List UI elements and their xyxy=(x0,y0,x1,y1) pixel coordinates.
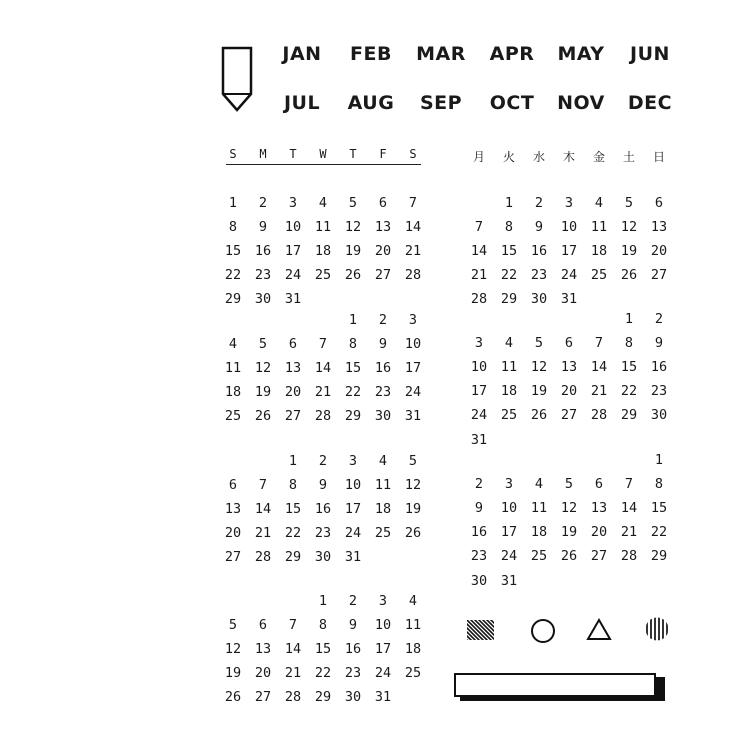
day-number: 1 xyxy=(624,311,634,327)
day-number: 8 xyxy=(318,617,328,633)
weekday-label: F xyxy=(379,147,387,161)
day-number: 15 xyxy=(224,243,242,259)
day-number: 26 xyxy=(344,267,362,283)
day-number: 29 xyxy=(314,689,332,705)
month-label: MAR xyxy=(416,43,466,65)
day-number: 27 xyxy=(590,548,608,564)
day-number: 3 xyxy=(474,335,484,351)
day-number: 18 xyxy=(404,641,422,657)
day-number: 12 xyxy=(404,477,422,493)
day-number: 12 xyxy=(344,219,362,235)
day-number: 7 xyxy=(624,476,634,492)
day-number: 11 xyxy=(314,219,332,235)
day-number: 25 xyxy=(500,407,518,423)
day-number: 19 xyxy=(224,665,242,681)
day-number: 3 xyxy=(378,593,388,609)
day-number: 27 xyxy=(560,407,578,423)
day-number: 9 xyxy=(534,219,544,235)
weekday-label: 木 xyxy=(562,150,576,164)
day-number: 14 xyxy=(254,501,272,517)
day-number: 4 xyxy=(504,335,514,351)
day-number: 3 xyxy=(288,195,298,211)
day-number: 31 xyxy=(470,432,488,448)
day-number: 19 xyxy=(560,524,578,540)
day-number: 23 xyxy=(374,384,392,400)
day-number: 1 xyxy=(228,195,238,211)
day-number: 15 xyxy=(314,641,332,657)
day-number: 8 xyxy=(504,219,514,235)
month-label: APR xyxy=(489,43,535,65)
day-number: 25 xyxy=(404,665,422,681)
day-number: 3 xyxy=(408,312,418,328)
day-number: 25 xyxy=(590,267,608,283)
day-number: 2 xyxy=(318,453,328,469)
weekday-label: S xyxy=(229,147,237,161)
hatched-square-icon xyxy=(466,619,495,641)
day-number: 16 xyxy=(650,359,668,375)
day-number: 31 xyxy=(500,573,518,589)
day-number: 8 xyxy=(624,335,634,351)
day-number: 12 xyxy=(620,219,638,235)
day-number: 19 xyxy=(344,243,362,259)
day-number: 15 xyxy=(650,500,668,516)
month-label: JAN xyxy=(282,43,322,65)
day-number: 16 xyxy=(374,360,392,376)
day-number: 5 xyxy=(228,617,238,633)
day-number: 10 xyxy=(404,336,422,352)
month-label: OCT xyxy=(489,92,535,114)
striped-circle-icon xyxy=(644,616,670,642)
weekday-rule xyxy=(226,164,421,165)
day-number: 29 xyxy=(500,291,518,307)
day-number: 15 xyxy=(500,243,518,259)
day-number: 21 xyxy=(590,383,608,399)
day-number: 4 xyxy=(318,195,328,211)
day-number: 2 xyxy=(348,593,358,609)
day-number: 10 xyxy=(284,219,302,235)
day-number: 16 xyxy=(470,524,488,540)
day-number: 11 xyxy=(530,500,548,516)
month-label: JUN xyxy=(630,43,670,65)
day-number: 19 xyxy=(254,384,272,400)
day-number: 24 xyxy=(560,267,578,283)
day-number: 17 xyxy=(344,501,362,517)
day-number: 14 xyxy=(314,360,332,376)
day-number: 19 xyxy=(620,243,638,259)
day-number: 18 xyxy=(374,501,392,517)
day-number: 15 xyxy=(284,501,302,517)
day-number: 13 xyxy=(224,501,242,517)
day-number: 29 xyxy=(620,407,638,423)
day-number: 13 xyxy=(254,641,272,657)
day-number: 2 xyxy=(474,476,484,492)
day-number: 9 xyxy=(474,500,484,516)
day-number: 31 xyxy=(374,689,392,705)
day-number: 29 xyxy=(650,548,668,564)
day-number: 31 xyxy=(284,291,302,307)
day-number: 16 xyxy=(530,243,548,259)
day-number: 5 xyxy=(624,195,634,211)
day-number: 13 xyxy=(650,219,668,235)
day-number: 17 xyxy=(284,243,302,259)
day-number: 18 xyxy=(590,243,608,259)
day-number: 13 xyxy=(284,360,302,376)
day-number: 20 xyxy=(650,243,668,259)
month-label: NOV xyxy=(557,92,605,114)
day-number: 21 xyxy=(620,524,638,540)
weekday-label: M xyxy=(259,147,267,161)
day-number: 5 xyxy=(564,476,574,492)
day-number: 21 xyxy=(314,384,332,400)
day-number: 22 xyxy=(500,267,518,283)
day-number: 8 xyxy=(348,336,358,352)
day-number: 14 xyxy=(404,219,422,235)
day-number: 5 xyxy=(408,453,418,469)
day-number: 29 xyxy=(224,291,242,307)
circle-icon xyxy=(530,618,556,644)
day-number: 17 xyxy=(500,524,518,540)
day-number: 7 xyxy=(258,477,268,493)
day-number: 8 xyxy=(654,476,664,492)
day-number: 20 xyxy=(254,665,272,681)
day-number: 28 xyxy=(620,548,638,564)
day-number: 9 xyxy=(378,336,388,352)
day-number: 25 xyxy=(374,525,392,541)
day-number: 1 xyxy=(318,593,328,609)
day-number: 24 xyxy=(344,525,362,541)
weekday-label: S xyxy=(409,147,417,161)
day-number: 30 xyxy=(254,291,272,307)
day-number: 25 xyxy=(314,267,332,283)
day-number: 13 xyxy=(374,219,392,235)
day-number: 29 xyxy=(284,549,302,565)
day-number: 19 xyxy=(404,501,422,517)
day-number: 31 xyxy=(404,408,422,424)
month-label: AUG xyxy=(347,92,395,114)
day-number: 11 xyxy=(404,617,422,633)
day-number: 25 xyxy=(224,408,242,424)
day-number: 14 xyxy=(470,243,488,259)
day-number: 10 xyxy=(560,219,578,235)
day-number: 30 xyxy=(530,291,548,307)
day-number: 7 xyxy=(474,219,484,235)
day-number: 21 xyxy=(470,267,488,283)
day-number: 20 xyxy=(224,525,242,541)
day-number: 4 xyxy=(378,453,388,469)
month-label: DEC xyxy=(627,92,673,114)
day-number: 31 xyxy=(560,291,578,307)
day-number: 22 xyxy=(224,267,242,283)
day-number: 23 xyxy=(650,383,668,399)
day-number: 27 xyxy=(374,267,392,283)
day-number: 13 xyxy=(560,359,578,375)
day-number: 12 xyxy=(224,641,242,657)
day-number: 6 xyxy=(258,617,268,633)
day-number: 17 xyxy=(374,641,392,657)
day-number: 15 xyxy=(344,360,362,376)
day-number: 22 xyxy=(650,524,668,540)
day-number: 9 xyxy=(348,617,358,633)
day-number: 23 xyxy=(314,525,332,541)
day-number: 1 xyxy=(348,312,358,328)
day-number: 27 xyxy=(650,267,668,283)
day-number: 7 xyxy=(288,617,298,633)
day-number: 19 xyxy=(530,383,548,399)
day-number: 4 xyxy=(594,195,604,211)
day-number: 4 xyxy=(534,476,544,492)
day-number: 2 xyxy=(378,312,388,328)
day-number: 3 xyxy=(504,476,514,492)
month-label: JUL xyxy=(283,92,321,114)
day-number: 2 xyxy=(258,195,268,211)
day-number: 17 xyxy=(404,360,422,376)
day-number: 18 xyxy=(500,383,518,399)
day-number: 21 xyxy=(284,665,302,681)
day-number: 20 xyxy=(374,243,392,259)
weekday-label: 火 xyxy=(502,150,516,164)
day-number: 6 xyxy=(594,476,604,492)
day-number: 11 xyxy=(590,219,608,235)
day-number: 20 xyxy=(590,524,608,540)
bookmark-tab-icon xyxy=(221,46,253,114)
day-number: 31 xyxy=(344,549,362,565)
day-number: 3 xyxy=(564,195,574,211)
weekday-label: T xyxy=(289,147,297,161)
day-number: 24 xyxy=(470,407,488,423)
day-number: 18 xyxy=(224,384,242,400)
month-label: MAY xyxy=(557,43,605,65)
day-number: 23 xyxy=(254,267,272,283)
day-number: 5 xyxy=(348,195,358,211)
day-number: 29 xyxy=(344,408,362,424)
day-number: 18 xyxy=(530,524,548,540)
day-number: 8 xyxy=(228,219,238,235)
day-number: 28 xyxy=(314,408,332,424)
day-number: 26 xyxy=(254,408,272,424)
triangle-icon xyxy=(586,618,612,642)
day-number: 2 xyxy=(534,195,544,211)
day-number: 30 xyxy=(374,408,392,424)
day-number: 12 xyxy=(530,359,548,375)
weekday-label: W xyxy=(319,147,327,161)
day-number: 9 xyxy=(654,335,664,351)
day-number: 26 xyxy=(530,407,548,423)
day-number: 1 xyxy=(288,453,298,469)
day-number: 6 xyxy=(228,477,238,493)
day-number: 22 xyxy=(284,525,302,541)
month-label: SEP xyxy=(419,92,463,114)
day-number: 28 xyxy=(470,291,488,307)
day-number: 11 xyxy=(224,360,242,376)
day-number: 4 xyxy=(408,593,418,609)
day-number: 11 xyxy=(374,477,392,493)
day-number: 7 xyxy=(318,336,328,352)
day-number: 16 xyxy=(344,641,362,657)
day-number: 14 xyxy=(620,500,638,516)
day-number: 14 xyxy=(284,641,302,657)
day-number: 28 xyxy=(404,267,422,283)
day-number: 9 xyxy=(318,477,328,493)
day-number: 11 xyxy=(500,359,518,375)
day-number: 23 xyxy=(344,665,362,681)
day-number: 12 xyxy=(254,360,272,376)
label-box xyxy=(454,673,667,703)
day-number: 17 xyxy=(560,243,578,259)
day-number: 1 xyxy=(654,452,664,468)
weekday-label: 金 xyxy=(592,150,606,164)
day-number: 10 xyxy=(344,477,362,493)
day-number: 28 xyxy=(254,549,272,565)
day-number: 18 xyxy=(314,243,332,259)
day-number: 2 xyxy=(654,311,664,327)
day-number: 10 xyxy=(500,500,518,516)
day-number: 5 xyxy=(534,335,544,351)
day-number: 24 xyxy=(374,665,392,681)
day-number: 1 xyxy=(504,195,514,211)
day-number: 21 xyxy=(254,525,272,541)
weekday-label: T xyxy=(349,147,357,161)
day-number: 3 xyxy=(348,453,358,469)
day-number: 26 xyxy=(224,689,242,705)
day-number: 23 xyxy=(470,548,488,564)
day-number: 24 xyxy=(284,267,302,283)
day-number: 30 xyxy=(314,549,332,565)
day-number: 17 xyxy=(470,383,488,399)
day-number: 7 xyxy=(408,195,418,211)
day-number: 12 xyxy=(560,500,578,516)
day-number: 30 xyxy=(650,407,668,423)
day-number: 25 xyxy=(530,548,548,564)
day-number: 22 xyxy=(314,665,332,681)
day-number: 24 xyxy=(500,548,518,564)
day-number: 28 xyxy=(284,689,302,705)
day-number: 5 xyxy=(258,336,268,352)
day-number: 6 xyxy=(564,335,574,351)
day-number: 16 xyxy=(314,501,332,517)
day-number: 6 xyxy=(288,336,298,352)
day-number: 13 xyxy=(590,500,608,516)
day-number: 8 xyxy=(288,477,298,493)
day-number: 30 xyxy=(470,573,488,589)
day-number: 4 xyxy=(228,336,238,352)
day-number: 28 xyxy=(590,407,608,423)
day-number: 26 xyxy=(560,548,578,564)
day-number: 20 xyxy=(284,384,302,400)
day-number: 22 xyxy=(344,384,362,400)
day-number: 22 xyxy=(620,383,638,399)
weekday-label: 土 xyxy=(622,150,636,164)
day-number: 10 xyxy=(470,359,488,375)
day-number: 14 xyxy=(590,359,608,375)
weekday-label: 日 xyxy=(652,150,666,164)
day-number: 6 xyxy=(378,195,388,211)
day-number: 27 xyxy=(284,408,302,424)
day-number: 7 xyxy=(594,335,604,351)
day-number: 9 xyxy=(258,219,268,235)
day-number: 20 xyxy=(560,383,578,399)
day-number: 21 xyxy=(404,243,422,259)
month-label: FEB xyxy=(350,43,392,65)
day-number: 30 xyxy=(344,689,362,705)
day-number: 24 xyxy=(404,384,422,400)
day-number: 26 xyxy=(620,267,638,283)
day-number: 26 xyxy=(404,525,422,541)
weekday-label: 月 xyxy=(472,150,486,164)
day-number: 10 xyxy=(374,617,392,633)
day-number: 6 xyxy=(654,195,664,211)
day-number: 23 xyxy=(530,267,548,283)
day-number: 27 xyxy=(224,549,242,565)
day-number: 27 xyxy=(254,689,272,705)
weekday-label: 水 xyxy=(532,150,546,164)
day-number: 15 xyxy=(620,359,638,375)
day-number: 16 xyxy=(254,243,272,259)
